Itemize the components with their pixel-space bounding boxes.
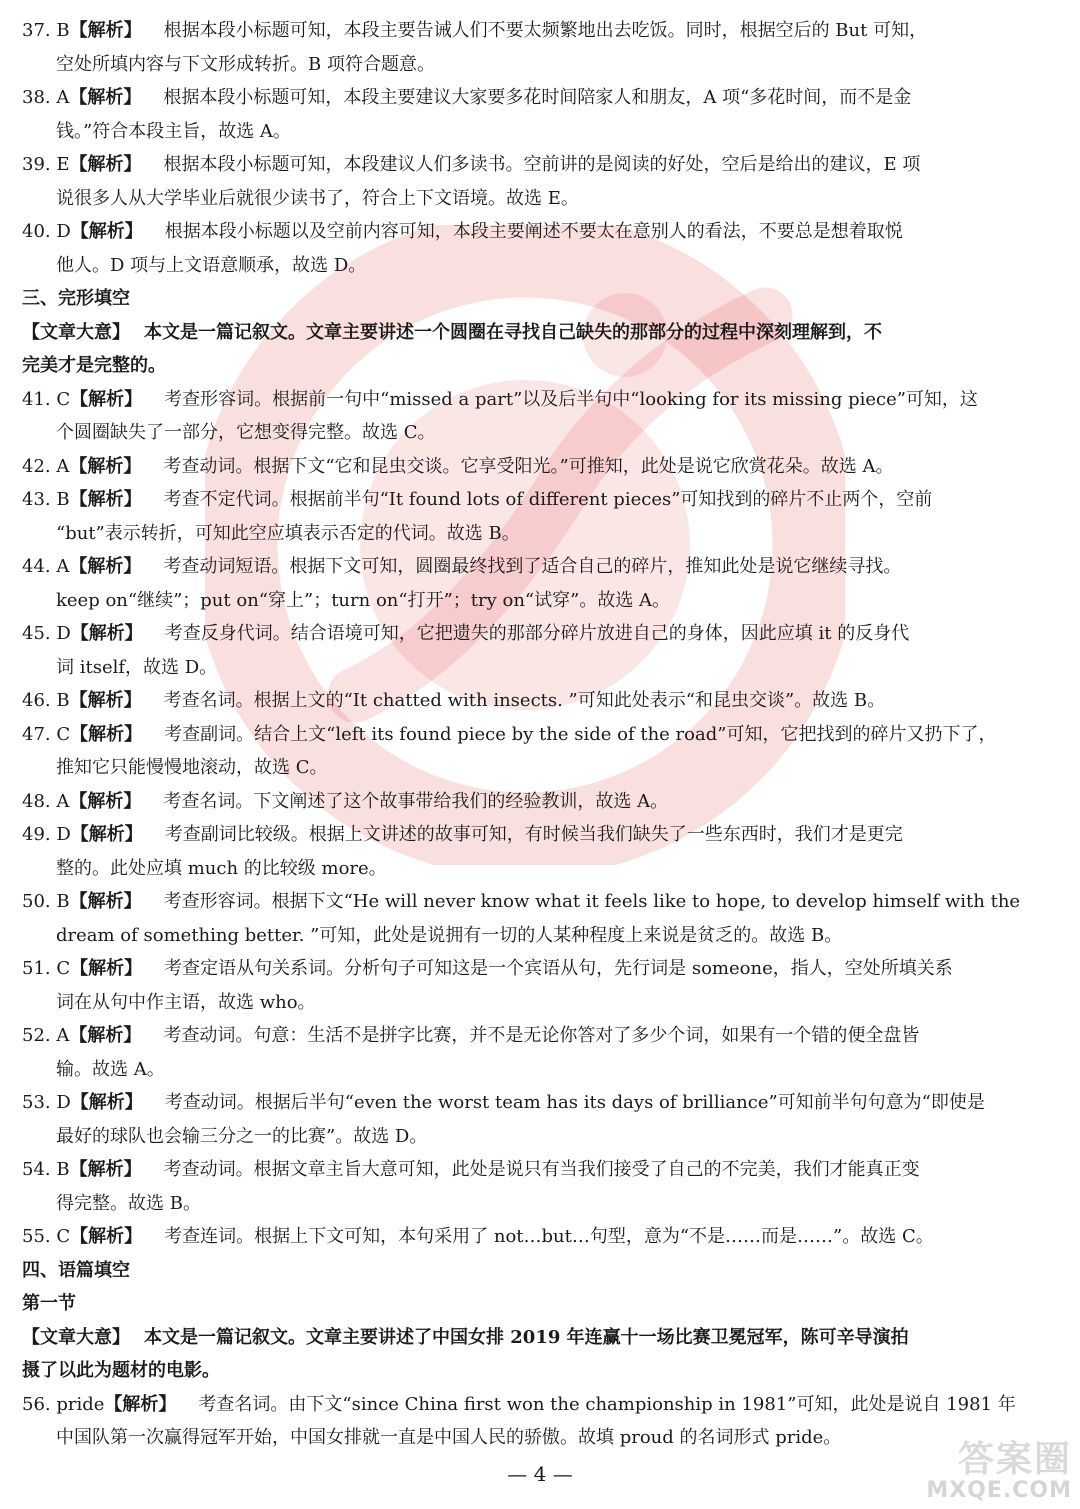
item-line2: 钱。”符合本段主旨，故选 A。 <box>56 120 291 142</box>
analysis-tag: 【解析】 <box>69 891 142 912</box>
item-line1: 考查形容词。根据前一句中“missed a part”以及后半句中“looking for its missing piece”可知，这 <box>164 388 978 410</box>
item-line1: 考查连词。根据上下文可知，本句采用了 not…but…句型，意为“不是……而是……”。故选 C。 <box>164 1226 934 1247</box>
item-line2: keep on“继续”；put on“穿上”；turn on“打开”；try on“试穿”。故选 A。 <box>56 589 671 611</box>
item-line2: 最好的球队也会输三分之一的比赛”。故选 D。 <box>56 1125 428 1147</box>
item-line1: 考查动词。根据后半句“even the worst team has its days of brilliance”可知前半句句意为“即使是 <box>164 1092 985 1113</box>
item-line2: “but”表示转折，可知此空应填表示否定的代词。故选 B。 <box>56 522 520 544</box>
analysis-tag: 【解析】 <box>69 87 142 108</box>
item-line1: 根据本段小标题以及空前内容可知，本段主要阐述不要太在意别人的看法，不要总是想着取悦 <box>164 221 903 242</box>
answer-item <box>22 215 1058 282</box>
item-line2: 输。故选 A。 <box>56 1058 165 1080</box>
summary-line2: 完美才是完整的。 <box>22 355 166 376</box>
section-subheading: 第一节 <box>22 1293 76 1314</box>
analysis-tag: 【解析】 <box>70 723 143 745</box>
analysis-tag: 【解析】 <box>70 1226 143 1247</box>
analysis-tag: 【解析】 <box>69 455 142 477</box>
item-line2: 他人。D 项与上文语意顺承，故选 D。 <box>56 254 367 276</box>
analysis-tag: 【解析】 <box>69 556 142 577</box>
items-part-a <box>22 14 1058 282</box>
summary-tag: 【文章大意】 <box>22 1326 130 1348</box>
item-line1: 考查形容词。根据下文“He will never know what it feels like to hope, to develop himself with the <box>163 891 1021 912</box>
analysis-tag: 【解析】 <box>70 623 143 644</box>
item-number: 37. B <box>22 20 70 41</box>
item-line2: dream of something better. ”可知，此处是说拥有一切的人某种程度上来说是贫乏的。故选 B。 <box>56 924 843 946</box>
item-line1: 考查反身代词。结合语境可知，它把遗失的那部分碎片放进自己的身体，因此应填 it 的反身代 <box>164 623 910 644</box>
item-number: 47. C <box>22 723 71 745</box>
item-line2: 个圆圈缺失了一部分，它想变得完整。故选 C。 <box>56 422 436 443</box>
summary-line2: 摄了以此为题材的电影。 <box>22 1360 220 1381</box>
section-heading: 三、完形填空 <box>22 288 130 309</box>
item-line1: 考查定语从句关系词。分析句子可知这是一个宾语从句，先行词是 someone，指人，空处所填关系 <box>164 958 953 979</box>
item-line1: 根据本段小标题可知，本段主要建议大家要多花时间陪家人和朋友，A 项“多花时间，而不是金 <box>163 87 912 108</box>
item-line1: 考查动词短语。根据下文可知，圆圈最终找到了适合自己的碎片，推知此处是说它继续寻找。 <box>163 556 902 577</box>
item-line2: 推知它只能慢慢地滚动，故选 C。 <box>56 757 328 778</box>
item-number: 52. A <box>22 1025 70 1046</box>
analysis-tag: 【解析】 <box>70 388 143 410</box>
analysis-tag: 【解析】 <box>69 690 142 711</box>
item-number: 48. A <box>22 790 70 812</box>
analysis-tag: 【解析】 <box>104 1393 177 1415</box>
answer-item <box>22 785 1058 819</box>
answer-item <box>22 1019 1058 1086</box>
item-line2: 词在从句中作主语，故选 who。 <box>56 991 316 1013</box>
answer-item <box>22 148 1058 215</box>
analysis-tag: 【解析】 <box>69 790 142 812</box>
analysis-tag: 【解析】 <box>70 1092 143 1113</box>
item-number: 42. A <box>22 455 70 477</box>
item-number: 49. D <box>22 824 71 845</box>
answer-item <box>22 1388 1058 1455</box>
item-line2: 说很多人从大学毕业后就很少读书了，符合上下文语境。故选 E。 <box>56 187 579 209</box>
item-line1: 考查名词。根据上文的“It chatted with insects. ”可知此处表示“和昆虫交谈”。故选 B。 <box>163 690 886 711</box>
answer-item <box>22 617 1058 684</box>
answer-item <box>22 383 1058 450</box>
item-number: 56. pride <box>22 1393 105 1415</box>
item-line2: 词 itself，故选 D。 <box>56 656 218 678</box>
answer-item <box>22 952 1058 1019</box>
answer-item <box>22 1086 1058 1153</box>
page-number: — 4 — <box>507 1462 573 1486</box>
analysis-tag: 【解析】 <box>70 824 143 845</box>
item-number: 45. D <box>22 623 71 644</box>
answer-item <box>22 14 1058 81</box>
answer-item <box>22 550 1058 617</box>
item-number: 38. A <box>22 87 70 108</box>
item-line1: 考查副词。结合上文“left its found piece by the side of the road”可知，它把找到的碎片又扔下了， <box>164 723 997 745</box>
item-number: 44. A <box>22 556 70 577</box>
article-summary <box>22 316 1058 383</box>
item-number: 43. B <box>22 489 70 510</box>
answer-item <box>22 1153 1058 1220</box>
item-number: 46. B <box>22 690 70 711</box>
item-number: 50. B <box>22 891 70 912</box>
analysis-tag: 【解析】 <box>69 20 142 41</box>
analysis-tag: 【解析】 <box>69 1159 142 1180</box>
item-line1: 考查不定代词。根据前半句“It found lots of different pieces”可知找到的碎片不止两个，空前 <box>163 489 933 510</box>
item-line1: 考查副词比较级。根据上文讲述的故事可知，有时候当我们缺失了一些东西时，我们才是更完 <box>164 824 903 845</box>
item-line1: 考查名词。下文阐述了这个故事带给我们的经验教训，故选 A。 <box>163 790 669 812</box>
answer-item <box>22 684 1058 718</box>
item-line1: 根据本段小标题可知，本段建议人们多读书。空前讲的是阅读的好处，空后是给出的建议，E 项 <box>163 154 921 175</box>
item-line1: 考查动词。句意：生活不是拼字比赛，并不是无论你答对了多少个词，如果有一个错的便全盘皆 <box>163 1025 920 1046</box>
item-line1: 考查名词。由下文“since China first won the championship in 1981”可知，此处是说自 1981 年 <box>198 1393 1016 1415</box>
answer-item <box>22 1220 1058 1254</box>
summary-line1: 本文是一篇记叙文。文章主要讲述一个圆圈在寻找自己缺失的那部分的过程中深刻理解到，不 <box>144 321 882 343</box>
items-part-c <box>22 1388 1058 1455</box>
analysis-tag: 【解析】 <box>69 489 142 510</box>
item-line2: 整的。此处应填 much 的比较级 more。 <box>56 857 387 879</box>
item-line2: 得完整。故选 B。 <box>56 1192 201 1214</box>
summary-line1: 本文是一篇记叙文。文章主要讲述了中国女排 2019 年连赢十一场比赛卫冕冠军，陈可辛导演拍 <box>144 1326 909 1348</box>
item-number: 54. B <box>22 1159 70 1180</box>
analysis-tag: 【解析】 <box>70 221 143 242</box>
item-line1: 根据本段小标题可知，本段主要告诫人们不要太频繁地出去吃饭。同时，根据空后的 But 可知， <box>163 20 928 41</box>
site-url: MXQE.COM <box>926 1478 1072 1503</box>
items-part-b <box>22 383 1058 1254</box>
item-line2: 空处所填内容与下文形成转折。B 项符合题意。 <box>56 53 435 75</box>
item-line1: 考查动词。根据文章主旨大意可知，此处是说只有当我们接受了自己的不完美，我们才能真正变 <box>163 1159 920 1180</box>
answer-item <box>22 818 1058 885</box>
item-number: 39. E <box>22 154 70 175</box>
article-summary <box>22 1321 1058 1388</box>
analysis-tag: 【解析】 <box>69 1025 142 1046</box>
answer-item <box>22 450 1058 484</box>
item-number: 55. C <box>22 1226 71 1247</box>
analysis-tag: 【解析】 <box>69 154 142 175</box>
summary-tag: 【文章大意】 <box>22 321 130 343</box>
answer-item <box>22 81 1058 148</box>
item-number: 40. D <box>22 221 71 242</box>
answer-item <box>22 483 1058 550</box>
analysis-tag: 【解析】 <box>70 958 143 979</box>
item-line2: 中国队第一次赢得冠军开始，中国女排就一直是中国人民的骄傲。故填 proud 的名词形式 pride。 <box>56 1427 842 1448</box>
item-number: 53. D <box>22 1092 71 1113</box>
item-number: 41. C <box>22 388 71 410</box>
item-number: 51. C <box>22 958 71 979</box>
section-heading: 四、语篇填空 <box>22 1259 130 1281</box>
answer-item <box>22 718 1058 785</box>
site-logo: 答案圈 <box>957 1439 1072 1480</box>
item-line1: 考查动词。根据下文“它和昆虫交谈。它享受阳光。”可推知，此处是说它欣赏花朵。故选 A。 <box>163 455 894 477</box>
answer-item <box>22 885 1058 952</box>
